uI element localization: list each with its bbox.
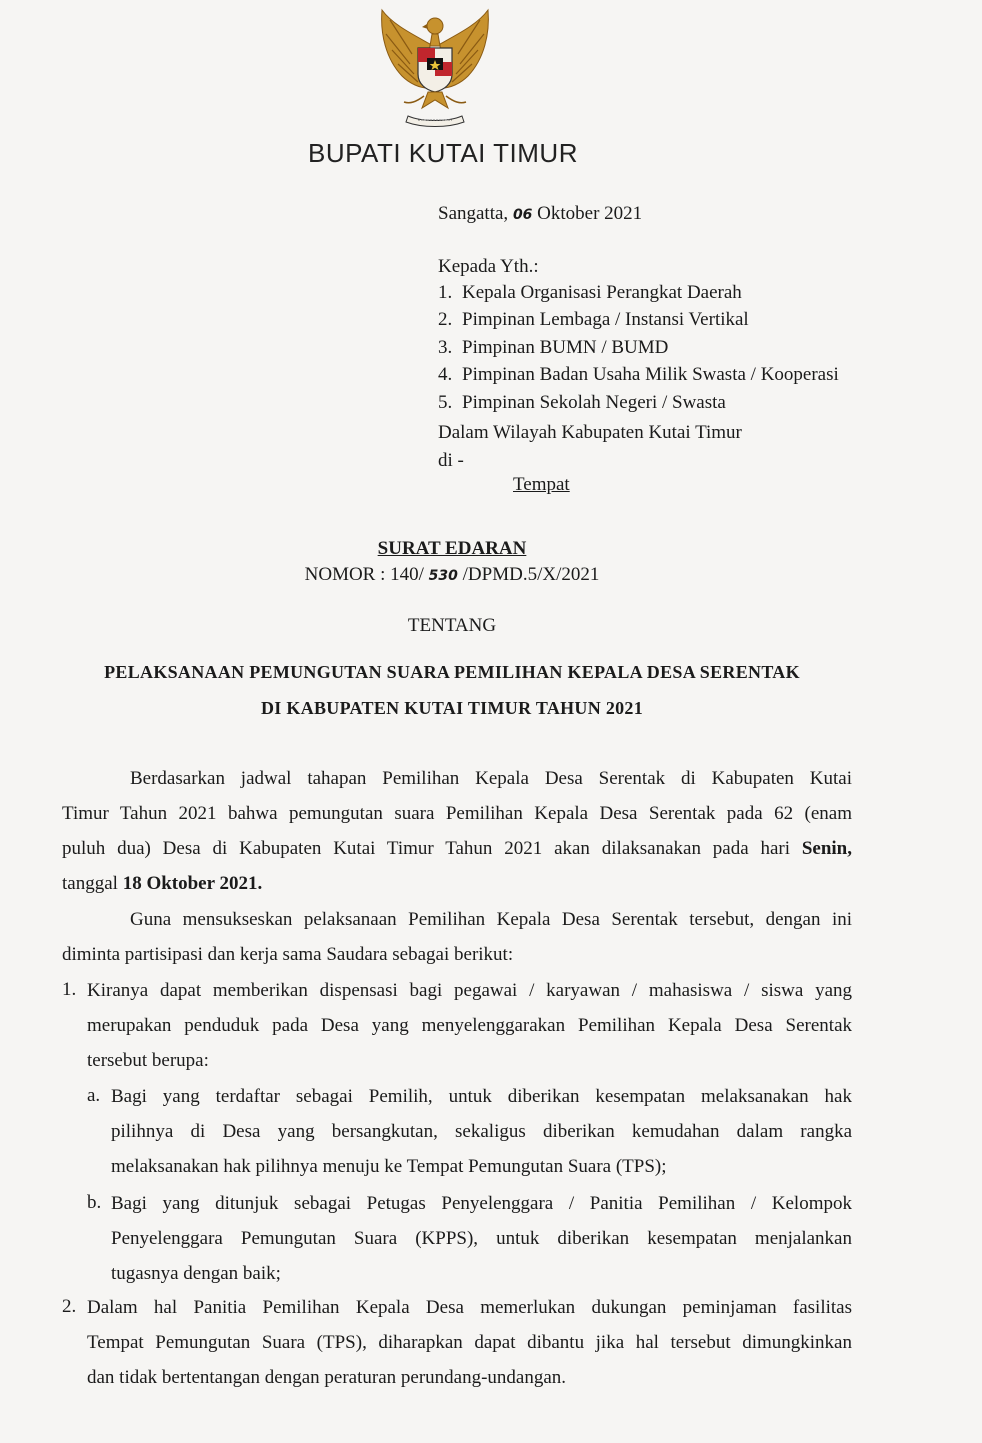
handwritten-number: 530 xyxy=(428,568,458,584)
letterhead-title: BUPATI KUTAI TIMUR xyxy=(308,138,578,168)
list-item-2: Dalam hal Panitia Pemilihan Kepala Desa memerlukan dukungan peminjaman fasilitas Tempat Pemungutan Suara (TPS), diharapkan dapat dibantu jika hal tersebut dimungkinkan dan tidak bertentangan dengan peraturan perundang-undangan. xyxy=(87,1297,852,1388)
recipient-item: 4. Pimpinan Badan Usaha Milik Swasta / Kooperasi xyxy=(438,364,839,385)
recipient-item: 2. Pimpinan Lembaga / Instansi Vertikal xyxy=(438,309,749,330)
place-date: Sangatta, 06 Oktober 2021 xyxy=(438,203,643,224)
list-marker-1a: a. xyxy=(87,1085,101,1106)
paragraph-1: Berdasarkan jadwal tahapan Pemilihan Kepala Desa Serentak di Kabupaten Kutai Timur Tahun 2021 bahwa pemungutan suara Pemilihan Kepala Desa Serentak pada 62 (enam puluh dua) Desa di Kabupaten Kutai Timur Tahun 2021 akan dilaksanakan pada hari Senin, tanggal 18 Oktober 2021. xyxy=(62,768,852,894)
paragraph-2: Guna mensukseskan pelaksanaan Pemilihan Kepala Desa Serentak tersebut, dengan ini diminta partisipasi dan kerja sama Saudara sebagai berikut: xyxy=(62,909,852,965)
recipient-region: Dalam Wilayah Kabupaten Kutai Timur xyxy=(438,422,742,443)
recipient-item: 1. Kepala Organisasi Perangkat Daerah xyxy=(438,282,742,303)
recipient-item: 3. Pimpinan BUMN / BUMD xyxy=(438,337,669,358)
document-number: NOMOR : 140/ 530 /DPMD.5/X/2021 xyxy=(304,564,600,585)
list-item-1a: Bagi yang terdaftar sebagai Pemilih, untuk diberikan kesempatan melaksanakan hak pilihnya di Desa yang bersangkutan, sekaligus diberikan kemudahan dalam rangka melaksanakan hak pilihnya menuju ke Tempat Pemungutan Suara (TPS); xyxy=(111,1086,852,1177)
garuda-pancasila-emblem-icon xyxy=(372,4,498,130)
list-marker-1b: b. xyxy=(87,1192,102,1213)
addressee-label: Kepada Yth.: xyxy=(438,256,539,277)
about-label: TENTANG xyxy=(407,615,497,636)
document-title: SURAT EDARAN xyxy=(377,538,527,559)
handwritten-day: 06 xyxy=(512,207,533,223)
list-item-1: Kiranya dapat memberikan dispensasi bagi pegawai / karyawan / mahasiswa / siswa yang merupakan penduduk pada Desa yang menyelenggarakan Pemilihan Kepala Desa Serentak tersebut berupa: xyxy=(87,980,852,1071)
list-marker-1: 1. xyxy=(62,979,77,1000)
subject-line-1: PELAKSANAAN PEMUNGUTAN SUARA PEMILIHAN KEPALA DESA SERENTAK xyxy=(104,662,800,682)
list-item-1b: Bagi yang ditunjuk sebagai Petugas Penyelenggara / Panitia Pemilihan / Kelompok Penyelenggara Pemungutan Suara (KPPS), untuk diberikan kesempatan menjalankan tugasnya dengan baik; xyxy=(111,1193,852,1284)
subject-line-2: DI KABUPATEN KUTAI TIMUR TAHUN 2021 xyxy=(260,698,644,718)
recipient-at: di - xyxy=(438,450,464,471)
list-marker-2: 2. xyxy=(62,1296,77,1317)
recipient-item: 5. Pimpinan Sekolah Negeri / Swasta xyxy=(438,392,726,413)
recipient-place: Tempat xyxy=(513,474,570,495)
